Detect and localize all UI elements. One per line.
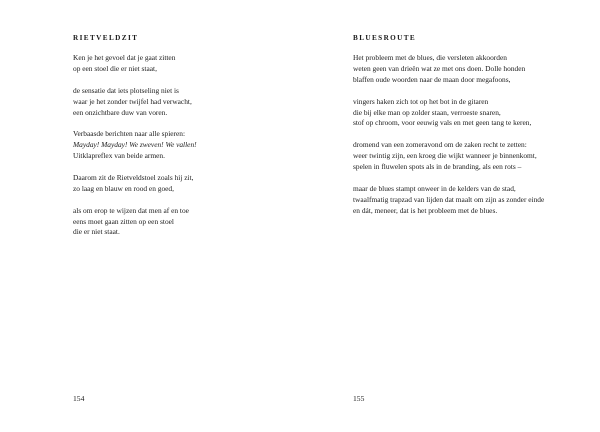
poem-line: en dát, meneer, dat is het probleem met de blues. — [353, 205, 498, 215]
page-number: 155 — [353, 394, 365, 403]
poem-title: BLUESROUTE — [353, 34, 417, 42]
poem-line: vingers haken zich tot op het bot in de gitaren — [353, 96, 489, 106]
poem-line: Het probleem met de blues, die versleten akkoorden — [353, 53, 507, 62]
poem-line: Daarom zit de Rietveldstoel zoals hij zit, — [73, 172, 194, 182]
poem-line: de sensatie dat iets plotseling niet is — [73, 85, 179, 95]
poem-line: Uitklapreflex van beide armen. — [73, 151, 165, 161]
poem-line-italic: Mayday! Mayday! We zweven! We vallen! — [73, 140, 197, 150]
poem-line: blaffen oude woorden naar de maan door megafoons, — [353, 74, 511, 84]
stanza — [73, 173, 273, 195]
stanza — [73, 86, 273, 119]
poem-line: weer twintig zijn, een kroeg die wijkt wanneer je binnenkomt, — [353, 151, 537, 161]
poem-line: weten geen van drieën wat ze met ons doen. Dolle honden — [353, 63, 526, 73]
poem-line: als om erop te wijzen dat men af en toe — [73, 205, 189, 215]
stanza — [353, 97, 578, 130]
poem-line: die er niet staat. — [73, 227, 120, 237]
poem-line: maar de blues stampt onweer in de kelders van de stad, — [353, 183, 516, 193]
stanza — [73, 206, 273, 239]
stanza — [353, 140, 578, 173]
stanza — [353, 184, 578, 217]
poem-body — [73, 53, 273, 249]
poem-line: dromend van een zomeravond om de zaken recht te zetten: — [353, 140, 527, 150]
poem-line: Ken je het gevoel dat je gaat zitten — [73, 53, 176, 62]
poem-body — [353, 53, 578, 227]
poem-line: eens moet gaan zitten op een stoel — [73, 216, 174, 226]
poem-title: RIETVELDZIT — [73, 34, 139, 42]
poem-line: zo laag en blauw en rood en goed, — [73, 183, 174, 193]
stanza — [353, 53, 578, 86]
poem-line: die bij elke man op zolder staan, verroeste snaren, — [353, 107, 501, 117]
stanza — [73, 129, 273, 162]
poem-line: spelen in fluwelen spots als in de branding, als een rots – — [353, 162, 522, 172]
poem-line: op een stoel die er niet staat, — [73, 63, 157, 73]
poem-line: stof op chroom, voor eeuwig vals en met geen tang te keren, — [353, 118, 532, 128]
stanza — [73, 53, 273, 75]
poem-line: twaalfmatig trapzad van lijden dat maalt om zijn as zonder einde — [353, 194, 545, 204]
page-number: 154 — [73, 394, 85, 403]
right-page — [300, 0, 600, 432]
poem-line: een onzichtbare duw van voren. — [73, 107, 168, 117]
poem-line: Verbaasde berichten naar alle spieren: — [73, 129, 186, 139]
poem-line: waar je het zonder twijfel had verwacht, — [73, 96, 192, 106]
